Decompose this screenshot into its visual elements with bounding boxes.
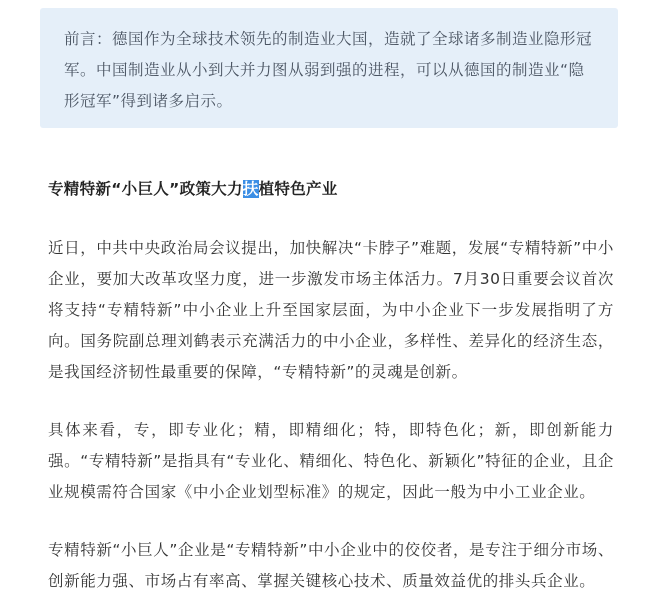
preface-box [40,8,618,128]
heading-text-before: 专精特新“小巨人”政策大力 [48,180,243,198]
preface-text: 前言：德国作为全球技术领先的制造业大国，造就了全球诸多制造业隐形冠军。中国制造业从小到大并力图从弱到强的进程，可以从德国的制造业“隐形冠军”得到诸多启示。 [64,30,593,110]
paragraph-2: 具体来看，专，即专业化；精，即精细化；特，即特色化；新，即创新能力强。“专精特新”是指具有“专业化、精细化、特色化、新颖化”特征的企业，且企业规模需符合国家《中小企业划型标准》的规定，因此一般为中小工业企业。 [48,421,614,501]
paragraph-3: 专精特新“小巨人”企业是“专精特新”中小企业中的佼佼者，是专注于细分市场、创新能力强、市场占有率高、掌握关键核心技术、质量效益优的排头兵企业。 [48,541,614,590]
paragraph-1: 近日，中共中央政治局会议提出，加快解决“卡脖子”难题，发展“专精特新”中小企业，要加大改革攻坚力度，进一步激发市场主体活力。7月30日重要会议首次将支持“专精特新”中小企业上升至国家层面，为中小企业下一步发展指明了方向。国务院副总理刘鹤表示充满活力的中小企业，多样性、差异化的经济生态，是我国经济韧性最重要的保障，“专精特新”的灵魂是创新。 [48,239,614,381]
selected-text-highlight[interactable]: 扶 [242,180,259,198]
heading-text-after: 植特色产业 [258,180,338,198]
article-body [48,172,614,597]
section-heading [48,172,614,206]
